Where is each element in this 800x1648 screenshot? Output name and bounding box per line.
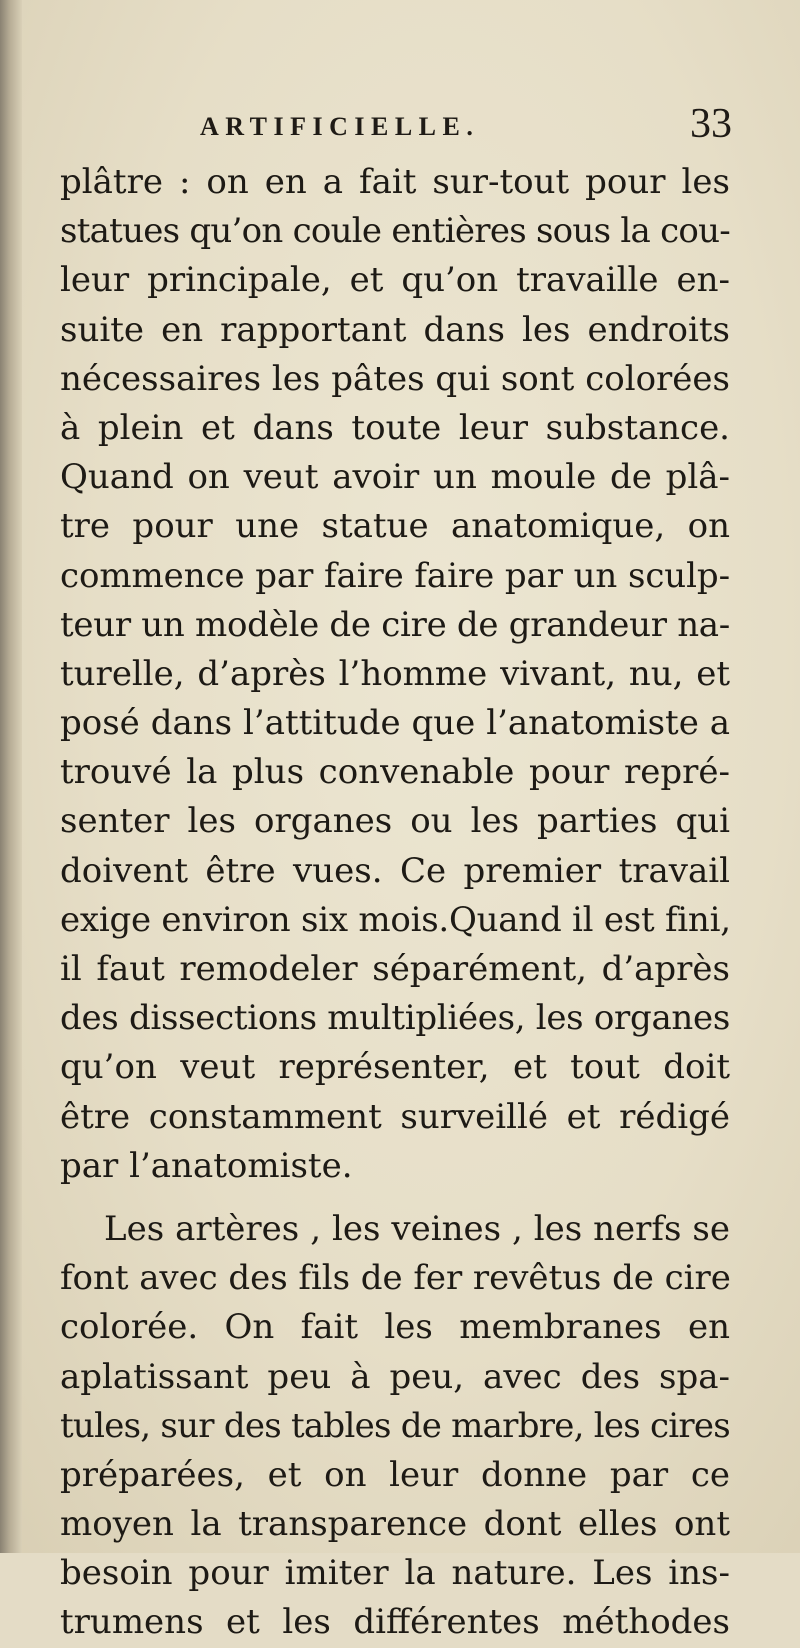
text-line: besoin pour imiter la nature. Les ins- <box>60 1553 730 1594</box>
text-line: des dissections multipliées, les organes <box>60 998 730 1039</box>
text-line: Les artères , les veines , les nerfs se <box>104 1208 730 1249</box>
paragraph-gap <box>60 1191 730 1205</box>
body-text <box>60 158 730 1648</box>
page-header <box>200 100 740 160</box>
text-line: préparées, et on leur donne par ce <box>60 1454 730 1495</box>
text-line: commence par faire faire par un sculp- <box>60 555 730 596</box>
page-binding-edge <box>0 0 22 1553</box>
text-line: suite en rapportant dans les endroits <box>60 309 730 350</box>
text-line: à plein et dans toute leur substance. <box>60 407 730 448</box>
paragraph-1 <box>60 158 730 1191</box>
text-line: posé dans l’attitude que l’anatomiste a <box>60 703 730 744</box>
text-line: exige environ six mois.Quand il est fini, <box>60 899 731 940</box>
text-line: moyen la transparence dont elles ont <box>60 1504 730 1545</box>
text-line: tules, sur des tables de marbre, les cires <box>60 1405 730 1446</box>
text-line: doivent être vues. Ce premier travail <box>60 850 730 891</box>
text-line: plâtre : on en a fait sur-tout pour les <box>60 162 730 202</box>
text-line: font avec des fils de fer revêtus de cire <box>60 1258 731 1299</box>
text-line: trouvé la plus convenable pour repré- <box>60 752 730 793</box>
text-line: nécessaires les pâtes qui sont colorées <box>60 358 730 399</box>
text-line: trumens et les différentes méthodes <box>60 1602 730 1643</box>
text-line: il faut remodeler séparément, d’après <box>60 949 730 989</box>
text-line: par l’anatomiste. <box>60 1145 353 1186</box>
page-number: 33 <box>690 101 732 147</box>
paragraph-2 <box>60 1205 730 1648</box>
text-line: tre pour une statue anatomique, on <box>60 506 730 547</box>
text-line: turelle, d’après l’homme vivant, nu, et <box>60 653 730 694</box>
text-line: senter les organes ou les parties qui <box>60 801 730 842</box>
text-line: être constamment surveillé et rédigé <box>60 1096 730 1137</box>
text-line: leur principale, et qu’on travaille en- <box>60 260 730 301</box>
text-line: Quand on veut avoir un moule de plâ- <box>60 457 730 498</box>
text-line: statues qu’on coule entières sous la cou- <box>60 211 730 252</box>
text-line: colorée. On fait les membranes en <box>60 1307 730 1348</box>
text-line: qu’on veut représenter, et tout doit <box>60 1047 730 1088</box>
text-line: aplatissant peu à peu, avec des spa- <box>60 1356 730 1397</box>
text-line: teur un modèle de cire de grandeur na- <box>60 604 730 645</box>
running-head: ARTIFICIELLE. <box>200 112 480 141</box>
